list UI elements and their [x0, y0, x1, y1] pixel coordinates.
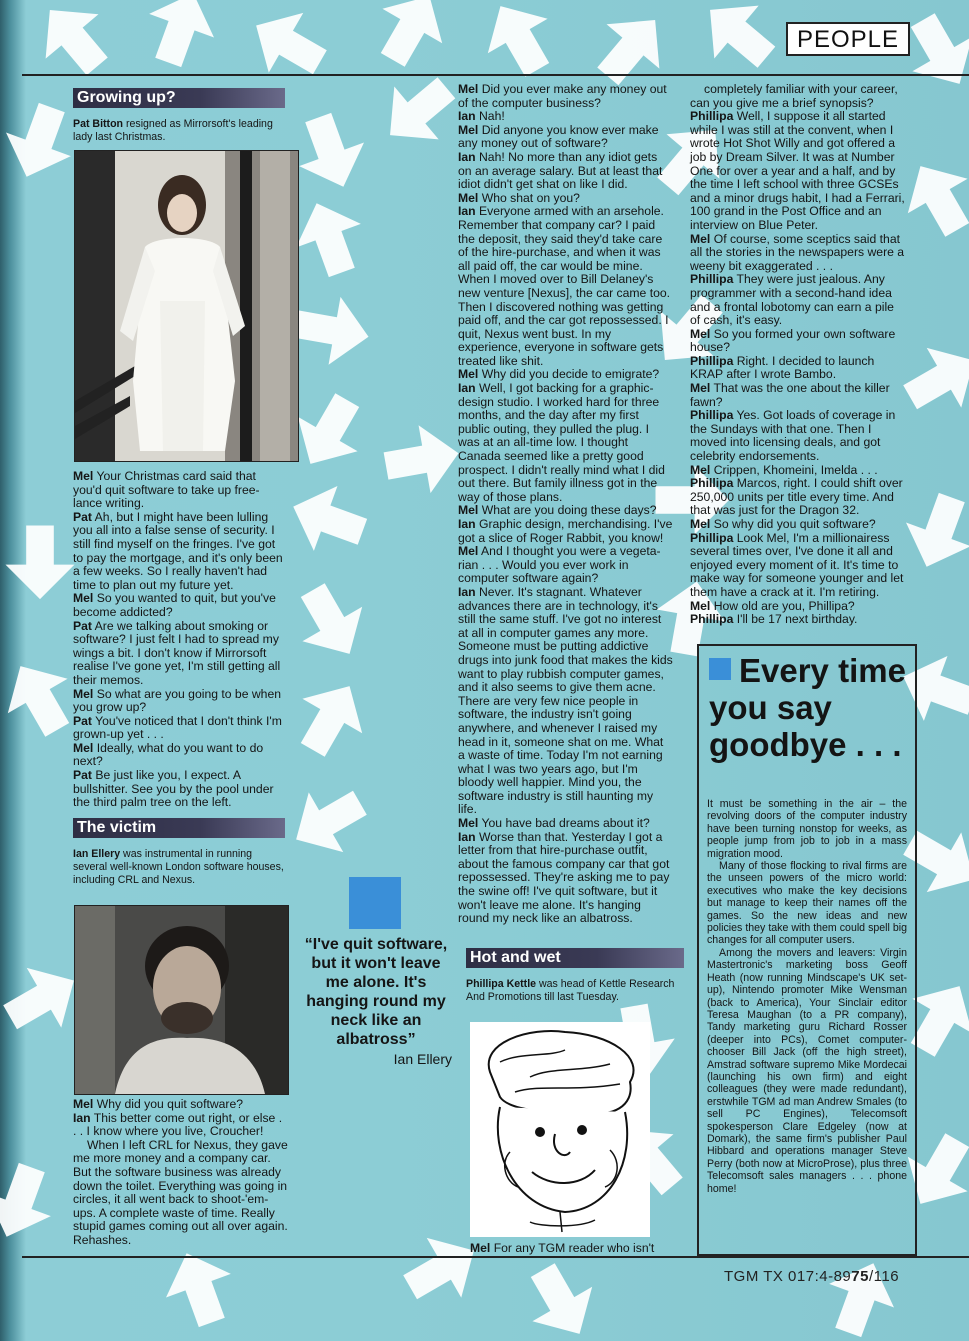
- arrow-shape: [816, 1251, 906, 1341]
- speaker: Ian: [458, 149, 476, 164]
- speech: So you formed your own software house?: [690, 326, 896, 355]
- interview-line: [690, 518, 905, 532]
- column-hot-and-wet: [466, 948, 684, 1012]
- intro-the-victim: [73, 848, 285, 887]
- interview-line: [73, 620, 285, 688]
- speaker: Mel: [73, 740, 94, 755]
- arrow-shape: [283, 573, 380, 671]
- speech: Right. I decided to launch KRAP after I wrote Bambo.: [690, 353, 875, 382]
- footer-page: 75: [851, 1268, 869, 1285]
- interview-line: [73, 769, 285, 810]
- speech: How old are you, Phillipa?: [710, 598, 855, 613]
- sidebar-title-text: Every time you say goodbye . . .: [709, 652, 906, 763]
- interview-line: [458, 110, 673, 124]
- speech: Be just like you, I expect. A bullshitter. See you by the pool under the third palm tree on the left.: [73, 768, 274, 810]
- speech: Ah, but I might have been lulling you all into a false sense of security. I still find myself on the fringes. I've got to pay the mortgage, and it's only been a few weeks. So I really haven't had time to plan out my future yet.: [73, 509, 283, 592]
- interview-line: [690, 328, 905, 355]
- interview-line: [73, 592, 285, 619]
- speech: So what are you going to be when you grow up?: [73, 686, 282, 715]
- speaker: Ian: [458, 829, 476, 844]
- speaker: Ian: [458, 381, 476, 396]
- speech: Who shat on you?: [478, 190, 580, 205]
- speaker: Mel: [690, 598, 711, 613]
- speech: When I left CRL for Nexus, they gave me more money and a company car. But the software business was already down the toilet. Everything was going in circles, it all went back to shoot-'em-ups. A complete waste of time. Really stupid games coming out all over again. Rehashes.: [73, 1137, 288, 1247]
- interview-line: [690, 464, 905, 478]
- footer-total: /116: [868, 1268, 900, 1285]
- interview-line: [458, 124, 673, 151]
- hot-and-wet-tail: [470, 1242, 685, 1256]
- sidebar-paragraph: Among the movers and leavers: Virgin Mastertronic's marketing boss Geoff Heath (now running Mindscape's UK set-up), Nintendo promoter Mike Wensman (back to America), Your Sinclair editor Teresa Maughan (to a PR company), Tandy marketing guru Richard Rosser (deeper into PCs), Comet computer-chooser Bill Jack (off the high street), Amstrad software supremo Mike Mordecai (launching his own firm) and eight colleagues (they were made redundant), erstwhile TGM ad man Andrew Smales (to sell PC Engines), Telecomsoft spokesperson Clare Edgeley (now at Domark), the same firm's publisher Paul Hibbard and operations manager Steve Perry (both now at MicroProse), plus three Telecomsoft sales managers . . . phone home!: [707, 946, 907, 1195]
- speech: Never. It's stagnant. Whatever advances there are in technology, it's still the same stuff. I've got no interest at all in computer games any more. Someone must be putting addictive drugs into junk food that makes the kids want to play rubbish computer games, and it also seems to give them acne. There are very few nice people in software, the industry isn't going anywhere, and whenever I raised my head in it, someone shat on me. What a waste of time. Today I'm not earning what I was two years ago, but I'm bloody well happier. Mind you, the software industry is still haunting my life.: [458, 584, 673, 817]
- speaker: Mel: [690, 231, 711, 246]
- interview-line: [458, 831, 673, 926]
- page-footer: [724, 1268, 899, 1285]
- interview-line: [73, 715, 285, 742]
- arrow-shape: [290, 290, 374, 371]
- sidebar-paragraph: It must be something in the air – the revolving doors of the computer industry have been turning nonstop for weeks, as people jump from job to job in a mass migration mood.: [707, 798, 907, 860]
- interview-line: [73, 688, 285, 715]
- speech: Look Mel, I'm a millionairess several times over, I've done it all and enjoyed every moment of it. It's time to make way for someone younger and let them have a crack at it. I'm retiring.: [690, 530, 904, 599]
- interview-line: [73, 742, 285, 769]
- speech: Worse than that. Yesterday I got a letter from that hire-purchase outfit, about the famous company car that got repossessed. They're asking me to pay the swine off! I've quit software, but it won't leave me alone. It's hanging round my neck like an albatross.: [458, 829, 670, 926]
- speaker: Mel: [470, 1241, 491, 1255]
- interview-line: [690, 110, 905, 232]
- sidebar-accent-square: [709, 658, 731, 680]
- speaker: Mel: [73, 469, 94, 483]
- interview-line: [73, 1139, 288, 1248]
- speech: So you wanted to quit, but you've become addicted?: [73, 591, 276, 619]
- interview-line: [458, 192, 673, 206]
- intro-name: Pat Bitton: [73, 118, 124, 130]
- interview-line: [458, 205, 673, 368]
- intro-text: was instrumental in running several well-known London software houses, including CRL and Nexus.: [73, 848, 284, 886]
- speech: So why did you quit software?: [710, 517, 876, 531]
- speaker: Mel: [458, 122, 479, 137]
- speech: And I thought you were a vegeta-rian . . . Would you ever work in computer software again?: [458, 544, 661, 586]
- speaker: Phillipa: [690, 476, 734, 491]
- speaker: Mel: [73, 1097, 94, 1111]
- speaker: Phillipa: [690, 612, 734, 627]
- speech: Your Christmas card said that you'd quit software to take up free-lance writing.: [73, 469, 260, 511]
- speaker: Mel: [458, 82, 479, 96]
- intro-growing-up: [73, 118, 285, 144]
- interview-line: [73, 511, 285, 593]
- photo-pat-bitton: [74, 150, 299, 462]
- arrow-shape: [368, 61, 469, 161]
- speaker: Phillipa: [690, 408, 734, 423]
- speech: Marcos, right. I could shift over 250,000 units per title every time. And that was just for the Dragon 32.: [690, 476, 903, 518]
- intro-hot-and-wet: [466, 978, 684, 1004]
- interview-the-victim: [73, 1098, 288, 1248]
- column-middle-interview: [458, 83, 673, 926]
- speaker: Mel: [690, 326, 711, 341]
- speech: Nah! No more than any idiot gets on an average salary. But at least that idiot didn't get shat on like I did.: [458, 149, 663, 192]
- speech: Ideally, what do you want to do next?: [73, 740, 264, 769]
- speech: For any TGM reader who isn't: [490, 1241, 655, 1255]
- intro-name: Ian Ellery: [73, 848, 121, 860]
- interview-line: [458, 518, 673, 545]
- speaker: Pat: [73, 618, 92, 633]
- interview-line: [73, 470, 285, 511]
- speech: That was the one about the killer fawn?: [690, 381, 890, 409]
- speaker: Mel: [690, 462, 711, 477]
- intro-text: was head of Kettle Research And Promotions till last Tuesday.: [466, 978, 675, 1003]
- speaker: Mel: [458, 190, 479, 205]
- speech: Yes. Got loads of coverage in the Sundays with that one. Then I moved into licensing deals, and got celebrity endorsements.: [690, 408, 896, 464]
- speech: Why did you decide to emigrate?: [478, 367, 660, 382]
- speech: What are you doing these days?: [478, 503, 657, 518]
- interview-line: [690, 382, 905, 409]
- arrow-shape: [380, 419, 464, 500]
- heading-the-victim: The victim: [73, 818, 285, 838]
- heading-hot-and-wet: Hot and wet: [466, 948, 684, 968]
- arrow-shape: [363, 0, 460, 77]
- speech: Nah!: [475, 109, 505, 124]
- interview-line: [690, 409, 905, 463]
- speaker: Mel: [458, 544, 479, 559]
- arrow-shape: [136, 0, 226, 74]
- speaker: Mel: [690, 517, 711, 531]
- bottom-rule: [22, 1256, 969, 1258]
- section-label: PEOPLE: [786, 22, 910, 56]
- speech: completely familiar with your career, can you give me a brief synopsis?: [690, 82, 898, 110]
- speaker: Ian: [458, 109, 476, 124]
- speech: Did anyone you know ever make any money out of software?: [458, 122, 659, 151]
- arrow-shape: [0, 1156, 64, 1249]
- interview-line: [458, 382, 673, 504]
- intro-text: resigned as Mirrorsoft's leading lady last Christmas.: [73, 118, 273, 143]
- caricature-phillipa-kettle: [470, 1022, 650, 1237]
- arrow-shape: [513, 1253, 610, 1341]
- pullquote-attribution: Ian Ellery: [393, 1051, 452, 1067]
- interview-line: [458, 83, 673, 110]
- heading-growing-up: Growing up?: [73, 88, 285, 108]
- arrow-shape: [283, 669, 380, 767]
- pullquote-accent-square: [349, 877, 401, 929]
- footer-issue: TGM TX 017:4-89: [724, 1268, 852, 1285]
- speech: Are we talking about smoking or software? I just felt I had to spread my wings a bit. I don't know if Mirrorsoft realise I've gone yet, I'm still getting all their memos.: [73, 618, 281, 687]
- speech: This better come out right, or else . . . I know where you live, Croucher!: [73, 1110, 283, 1139]
- speech: Graphic design, merchandising. I've got a slice of Roger Rabbit, you know!: [458, 517, 673, 545]
- speech: Did you ever make any money out of the computer business?: [458, 82, 667, 110]
- interview-line: [690, 613, 905, 627]
- speaker: Ian: [458, 517, 476, 531]
- speaker: Mel: [458, 816, 479, 831]
- speaker: Mel: [73, 591, 94, 606]
- interview-line: [690, 83, 905, 110]
- speaker: Phillipa: [690, 530, 734, 545]
- speech: You've noticed that I don't think I'm grown-up yet . . .: [73, 713, 282, 742]
- speaker: Ian: [458, 204, 476, 219]
- speaker: Pat: [73, 713, 92, 728]
- arrow-shape: [286, 106, 376, 199]
- speech: They were just jealous. Any programmer with a second-hand idea and a frontal lobotomy can earn a pile of cash, it's easy.: [690, 272, 894, 328]
- speech: Everyone armed with an arsehole. Remember that company car? I paid the deposit, they said they'd take care of the hire-purchase, and when it was all paid off, the car would be mine. When I moved over to Bill Delaney's new venture [Nexus], the car came too. Then I discovered nothing was getting paid off, and the car got repossessed. I quit, Nexus went bust. In my experience, everyone in software gets treated like shit.: [458, 204, 671, 368]
- interview-line: [458, 368, 673, 382]
- speaker: Pat: [73, 509, 92, 524]
- interview-line: [73, 1112, 288, 1139]
- sidebar-paragraph: Many of those flocking to rival firms are the unseen powers of the micro world: executives who make the key decisions but manage to keep their names off the games. So the new ideas and new policies they take with them could spell big changes for all computer users.: [707, 860, 907, 947]
- sidebar-title: [709, 652, 909, 763]
- speech: Well, I got backing for a graphic-design studio. I worked hard for three months, and the day after my first public outing, they pulled the plug. I was at an all-time low. I thought Canada seemed like a pretty good prospect. I didn't really mind what I did out there. But family illness got in the way of those plans.: [458, 381, 665, 504]
- interview-line: [73, 1098, 288, 1112]
- speech: Crippen, Khomeini, Imelda . . .: [710, 462, 878, 477]
- pullquote: [300, 935, 452, 1067]
- interview-line: [690, 532, 905, 600]
- speech: Why did you quit software?: [93, 1097, 244, 1111]
- speech: Of course, some sceptics said that all the stories in the newspapers were a weeny bit exaggerated . . .: [690, 231, 905, 273]
- interview-line: [458, 151, 673, 192]
- column-the-victim: [73, 818, 285, 895]
- arrow-shape: [281, 474, 374, 564]
- interview-line: [690, 273, 905, 327]
- pullquote-text: “I've quit software, but it won't leave me alone. It's hanging round my neck like an albatross”: [304, 936, 448, 1048]
- speaker: Ian: [458, 584, 476, 599]
- arrow-shape: [894, 486, 969, 579]
- interview-line: [690, 600, 905, 614]
- speaker: Mel: [458, 367, 479, 382]
- speaker: Mel: [73, 686, 94, 701]
- speaker: Phillipa: [690, 109, 734, 124]
- sidebar-every-time: [697, 644, 917, 1256]
- speaker: Phillipa: [690, 272, 734, 287]
- interview-line: [690, 233, 905, 274]
- interview-line: [690, 477, 905, 518]
- speech: Well, I suppose it all started while I was still at the convent, when I wrote Hot Shot Willy and got offered a job by Dream Silver. It was at Number One for over a year and a half, and by the time I left school with three GCSEs and a minor drugs habit, I had a Ferrari, 100 grand in the Post Office and an interview on Blue Peter.: [690, 109, 905, 232]
- speaker: Mel: [690, 381, 711, 396]
- top-rule: [22, 74, 969, 76]
- interview-line: [458, 817, 673, 831]
- speech: You have bad dreams about it?: [478, 816, 650, 831]
- intro-name: Phillipa Kettle: [466, 978, 537, 990]
- column-right-interview: [690, 83, 905, 627]
- sidebar-body: [707, 798, 907, 1195]
- speaker: Ian: [73, 1110, 91, 1125]
- speaker: Phillipa: [690, 353, 734, 368]
- interview-growing-up: [73, 470, 285, 810]
- arrow-shape: [6, 526, 75, 600]
- speech: I'll be 17 next birthday.: [733, 612, 858, 627]
- arrow-shape: [279, 773, 377, 870]
- interview-line: [690, 355, 905, 382]
- interview-line: [458, 586, 673, 817]
- arrow-shape: [688, 0, 789, 84]
- interview-line: [458, 545, 673, 586]
- speaker: Mel: [458, 503, 479, 518]
- arrow-shape: [0, 96, 84, 189]
- speaker: Pat: [73, 768, 92, 783]
- photo-ian-ellery: [74, 905, 289, 1095]
- arrow-shape: [239, 0, 337, 92]
- interview-line: [458, 504, 673, 518]
